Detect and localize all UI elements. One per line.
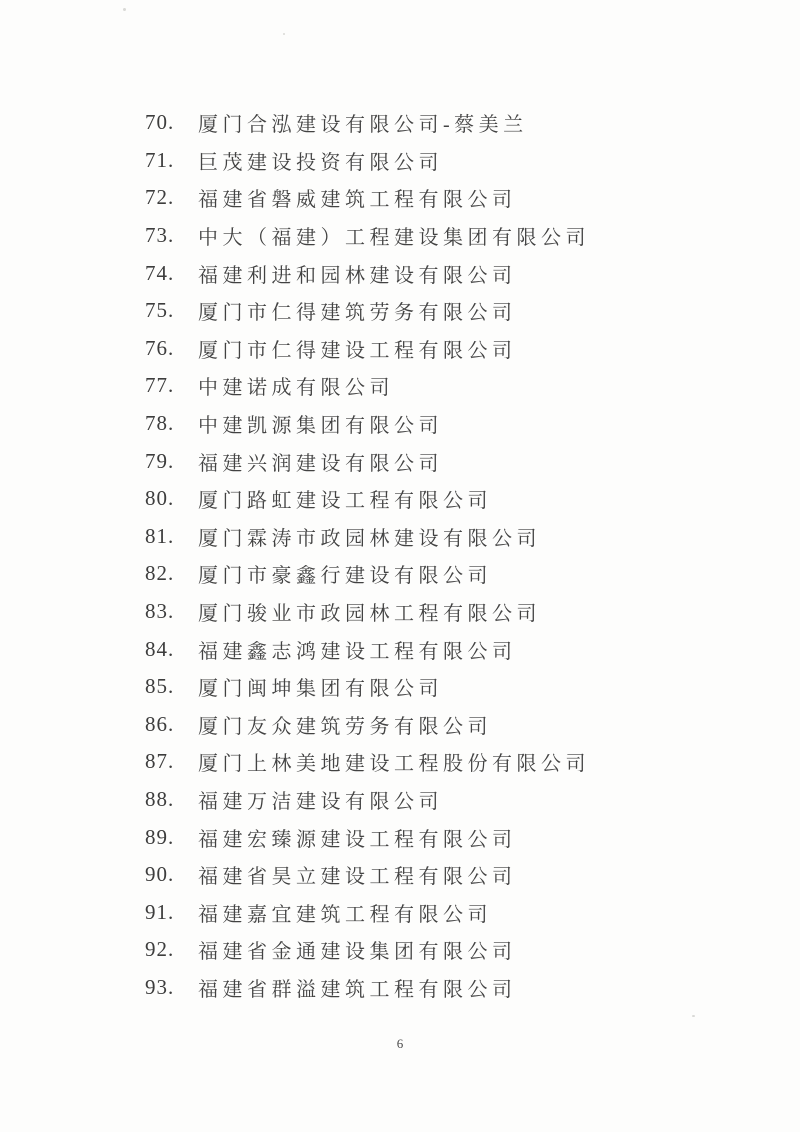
- list-item: [145, 593, 590, 631]
- company-name: 厦门闽坤集团有限公司: [198, 678, 443, 701]
- company-name: 厦门路虹建设工程有限公司: [198, 490, 492, 513]
- list-item: [145, 781, 590, 819]
- company-name: 厦门合泓建设有限公司-蔡美兰: [198, 114, 528, 137]
- company-name: 巨茂建设投资有限公司: [198, 151, 443, 174]
- company-name: 厦门市仁得建设工程有限公司: [198, 339, 517, 362]
- company-name: 福建宏臻源建设工程有限公司: [198, 828, 517, 851]
- company-name: 厦门友众建筑劳务有限公司: [198, 715, 492, 738]
- list-item: [145, 931, 590, 969]
- list-item: [145, 179, 590, 217]
- item-number: 93.: [145, 974, 175, 999]
- item-number: 91.: [145, 899, 175, 924]
- company-name: 厦门上林美地建设工程股份有限公司: [198, 753, 590, 776]
- item-number: 81.: [145, 523, 175, 548]
- list-item: [145, 254, 590, 292]
- item-number: 83.: [145, 599, 175, 624]
- company-name: 福建鑫志鸿建设工程有限公司: [198, 640, 517, 663]
- list-item: [145, 893, 590, 931]
- item-number: 78.: [145, 411, 175, 436]
- page-number: 6: [396, 1036, 404, 1051]
- company-name: 中建诺成有限公司: [198, 377, 394, 400]
- company-name: 福建省群溢建筑工程有限公司: [198, 978, 517, 1001]
- company-name: 中建凯源集团有限公司: [198, 415, 443, 438]
- item-number: 71.: [145, 147, 175, 172]
- item-number: 86.: [145, 711, 175, 736]
- list-item: [145, 405, 590, 443]
- item-number: 82.: [145, 561, 175, 586]
- list-item: [145, 555, 590, 593]
- company-name: 福建万洁建设有限公司: [198, 790, 443, 813]
- list-item: [145, 706, 590, 744]
- company-name: 厦门市豪鑫行建设有限公司: [198, 565, 492, 588]
- list-item: [145, 668, 590, 706]
- item-number: 87.: [145, 749, 175, 774]
- list-item: [145, 518, 590, 556]
- company-name: 福建嘉宜建筑工程有限公司: [198, 903, 492, 926]
- item-number: 74.: [145, 260, 175, 285]
- item-number: 92.: [145, 937, 175, 962]
- company-name: 福建利进和园林建设有限公司: [198, 264, 517, 287]
- item-number: 89.: [145, 824, 175, 849]
- item-number: 85.: [145, 674, 175, 699]
- list-item: [145, 104, 590, 142]
- item-number: 88.: [145, 786, 175, 811]
- company-name: 福建省昊立建设工程有限公司: [198, 866, 517, 889]
- company-name: 福建省金通建设集团有限公司: [198, 941, 517, 964]
- scan-speck: [283, 33, 285, 35]
- list-item: [145, 480, 590, 518]
- company-name: 厦门骏业市政园林工程有限公司: [198, 603, 541, 626]
- item-number: 77.: [145, 373, 175, 398]
- company-name: 中大（福建）工程建设集团有限公司: [198, 227, 590, 250]
- list-item: [145, 969, 590, 1007]
- item-number: 80.: [145, 486, 175, 511]
- list-item: [145, 330, 590, 368]
- list-item: [145, 217, 590, 255]
- item-number: 72.: [145, 185, 175, 210]
- company-list: [145, 104, 590, 1006]
- scan-speck: [123, 8, 126, 11]
- list-item: [145, 367, 590, 405]
- scan-speck: [692, 1015, 695, 1017]
- list-item: [145, 818, 590, 856]
- item-number: 84.: [145, 636, 175, 661]
- item-number: 90.: [145, 862, 175, 887]
- list-item: [145, 856, 590, 894]
- item-number: 75.: [145, 298, 175, 323]
- list-item: [145, 743, 590, 781]
- list-item: [145, 292, 590, 330]
- company-name: 福建省磐威建筑工程有限公司: [198, 189, 517, 212]
- item-number: 73.: [145, 223, 175, 248]
- list-item: [145, 442, 590, 480]
- item-number: 70.: [145, 110, 175, 135]
- company-name: 厦门市仁得建筑劳务有限公司: [198, 302, 517, 325]
- company-name: 福建兴润建设有限公司: [198, 452, 443, 475]
- company-name: 厦门霖涛市政园林建设有限公司: [198, 527, 541, 550]
- item-number: 79.: [145, 448, 175, 473]
- list-item: [145, 630, 590, 668]
- list-item: [145, 142, 590, 180]
- item-number: 76.: [145, 335, 175, 360]
